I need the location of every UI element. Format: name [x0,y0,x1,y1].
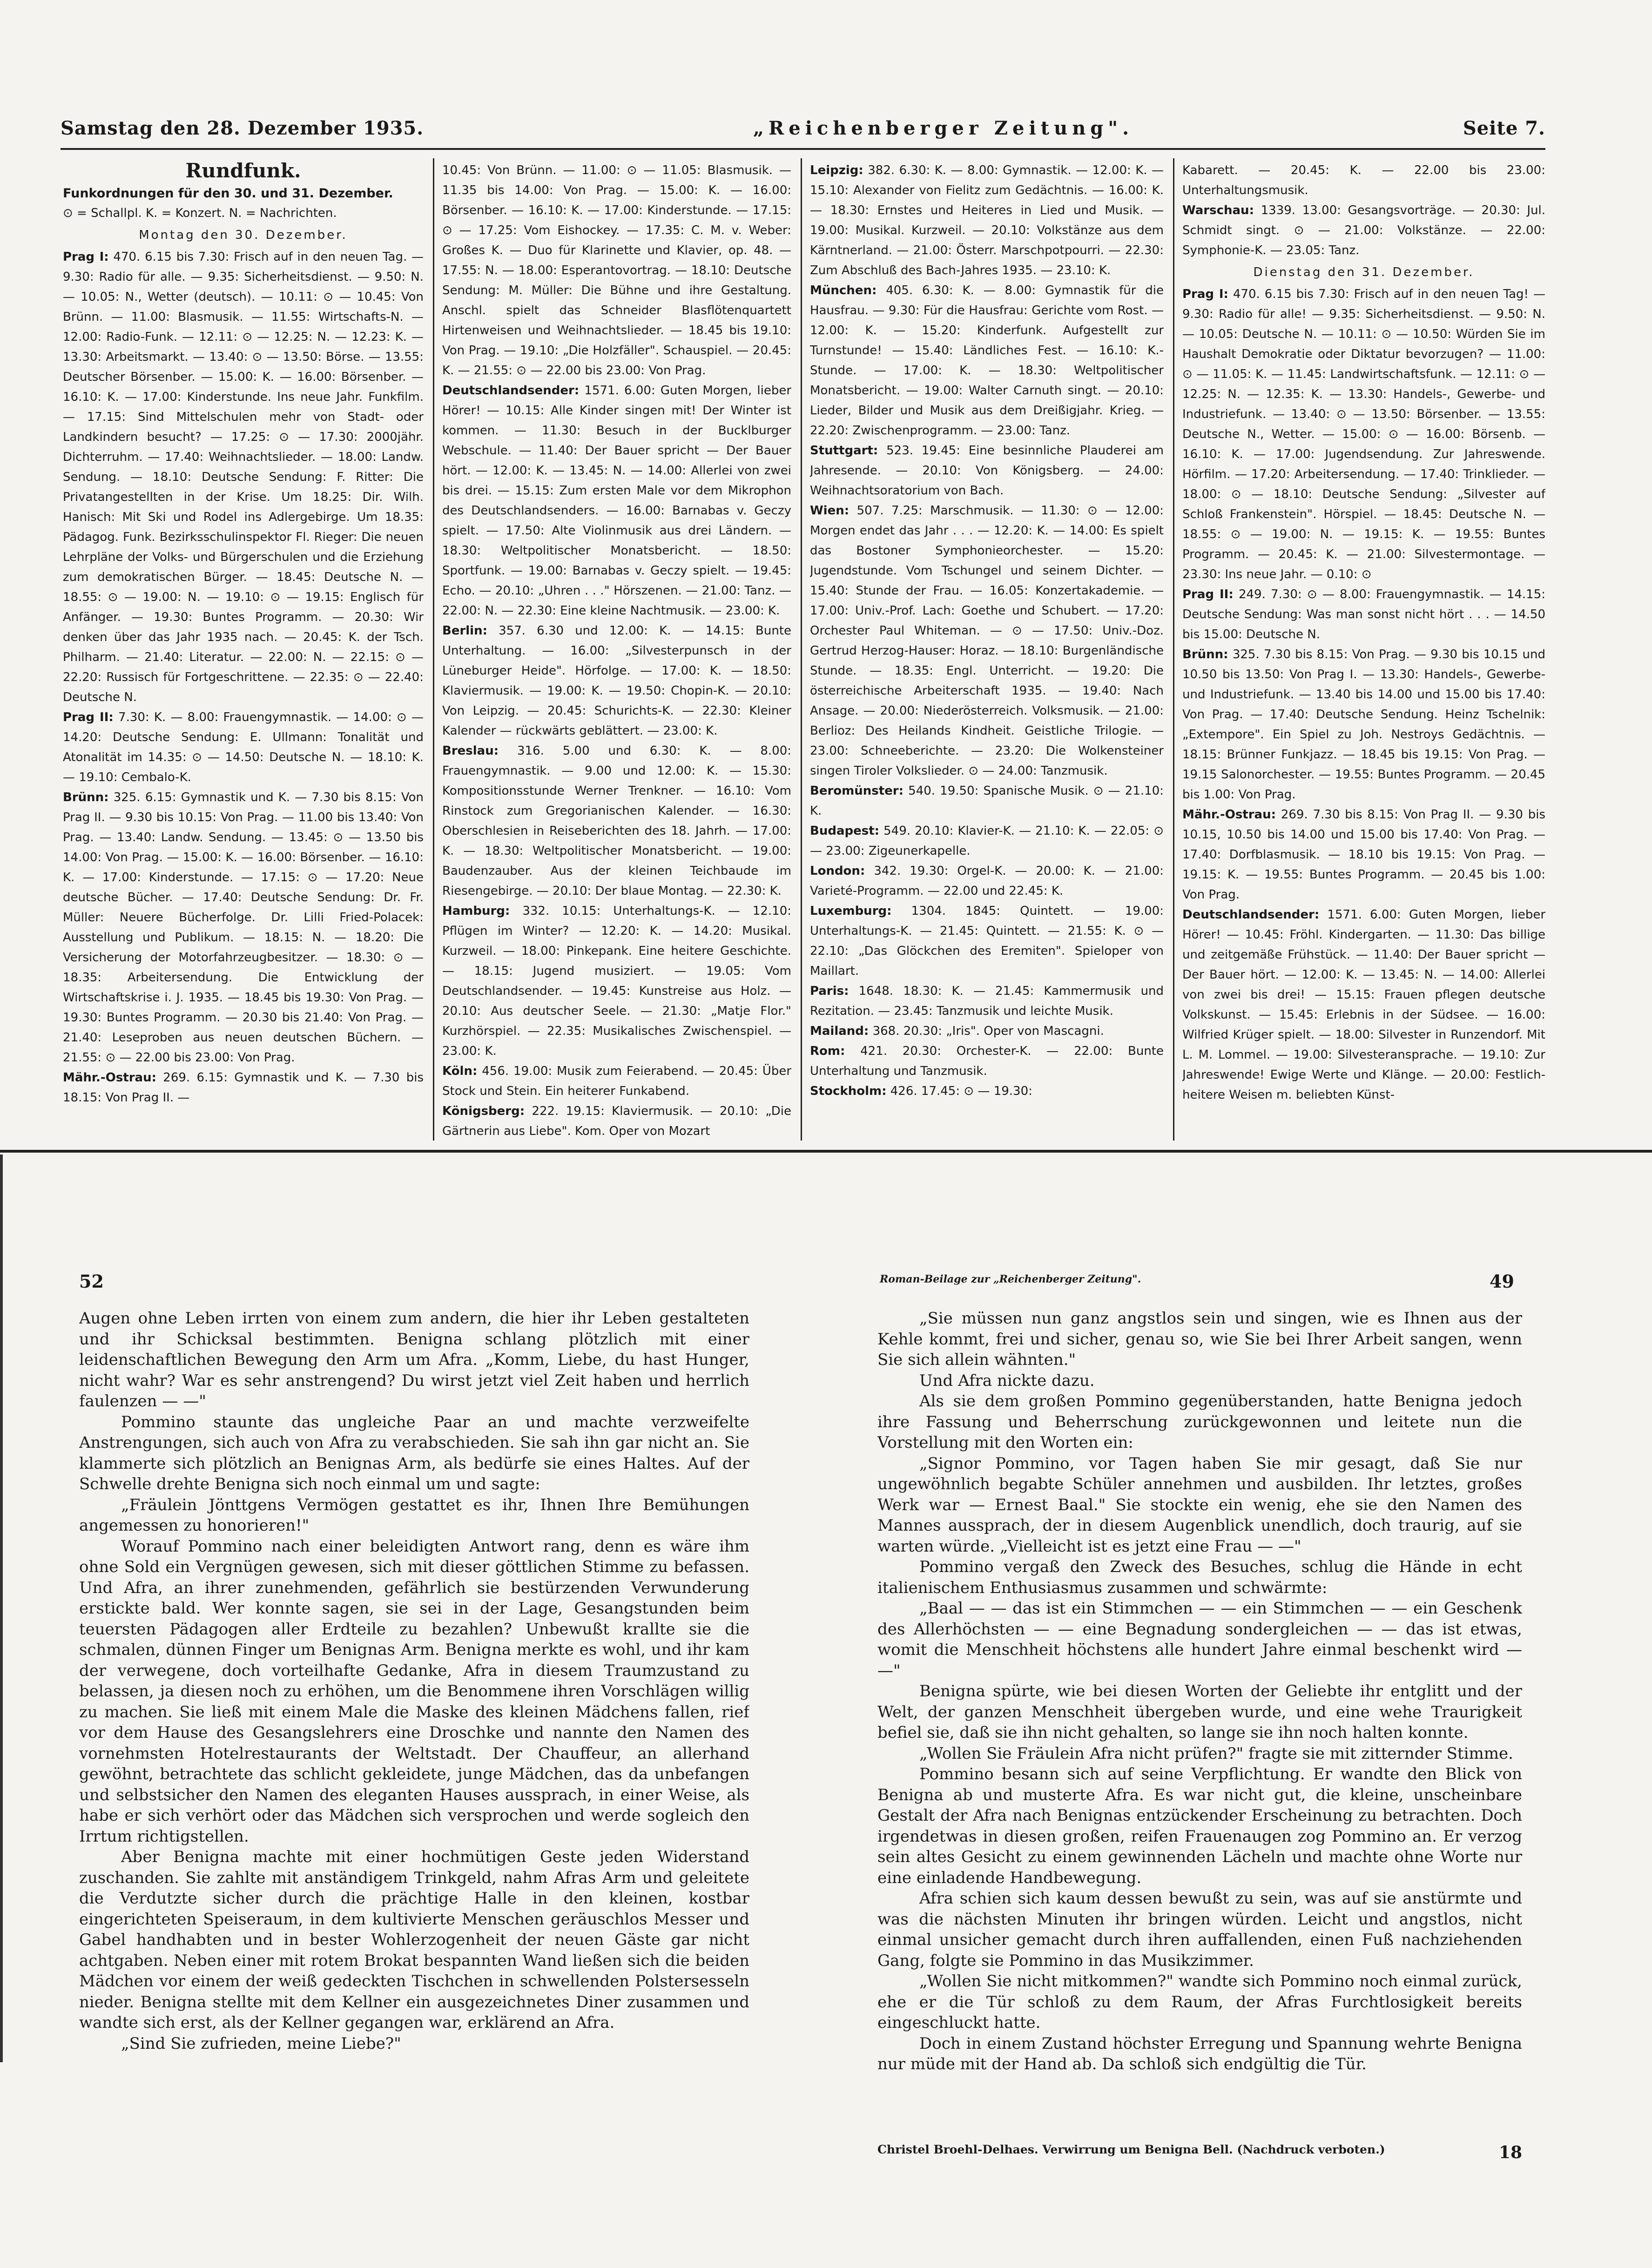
program-text: 325. 6.15: Gymnastik und K. — 7.30 bis 8.15: Von Prag II. — 9.30 bis 10.15: Von Prag. — 11.00 bis 13.40: Von Prag. — 13.40: Landw. Sendung. — 13.45: ⊙ — 13.50 bis 14.00: Von Prag. — 15.00: K. — 16.00: Börsenber. — 16.10: K. — 17.00: Kinderstunde. — 17.15: ⊙ — 17.20: Neue deutsche Bücher. — 17.40: Deutsche Sendung: Dr. Fr. Müller: Neuere Bücherfolge. Dr. Lilli Fried-Polacek: Ausstellung und Publikum. — 18.15: N. — 18.20: Die Versicherung der Motorfahrzeugbesitzer. — 18.30: ⊙ — 18.35: Arbeitersendung. Die Entwicklung der Wirtschaftskrise i. J. 1935. — 18.45 bis 19.30: Von Prag. — 19.30: Buntes Programm. — 20.30 bis 21.40: Von Prag. — 21.40: Leseproben aus neuen deutschen Büchern. — 21.55: ⊙ — 22.00 bis 23.00: Von Prag. [63,790,424,1065]
story-paragraph: Pommino staunte das ungleiche Paar an und machte verzweifelte Anstrengungen, sich auch von Afra zu verabschieden. Sie sah ihn gar nicht an. Sie klammerte sich plötzlich an Benignas Arm, als bedürfe sie eines Haltes. Auf der Schwelle drehte Benigna sich noch einmal um und sagte: [79,1412,749,1493]
header-rule [61,148,1545,150]
program-entry [810,1041,1164,1081]
section-divider [0,1150,1652,1153]
story-paragraph: „Baal — — das ist ein Stimmchen — — ein Stimmchen — — ein Geschenk des Allerhöchsten — — eine Begnadung sondergleichen — — das ist etwas, womit die Menschheit höchstens alle hundert Jahre einmal beschenkt wird — —" [877,1599,1522,1680]
program-entry [63,247,424,708]
program-text: 10.45: Von Brünn. — 11.00: ⊙ — 11.05: Blasmusik. — 11.35 bis 14.00: Von Prag. — 15.00: K. — 16.00: Börsenber. — 16.10: K. — 17.00: Kinderstunde. — 17.15: ⊙ — 17.25: Vom Eishockey. — 17.35: C. M. v. Weber: Großes K. — Duo für Klarinette und Klavier, op. 48. — 17.55: N. — 18.00: Esperantovortrag. — 18.10: Deutsche Sendung: M. Müller: Die Bühne und ihre Gestaltung. Anschl. spielt das Schneider Blasflötenquartett Hirtenweisen und Weihnachtslieder. — 18.45 bis 19.10: Von Prag. — 19.10: „Die Holzfäller". Schauspiel. — 20.45: K. — 21.55: ⊙ — 22.00 bis 23.00: Von Prag. [442,163,791,378]
program-entry [1182,905,1545,1105]
col3-entries [810,161,1164,1101]
program-text: 357. 6.30 und 12.00: K. — 14.15: Bunte Unterhaltung. — 16.00: „Silvesterpunsch in der Lüneburger Heide". Hörfolge. — 17.00: K. — 18.50: Klaviermusik. — 19.00: K. — 19.50: Chopin-K. — 20.10: Von Leipzig. — 20.45: Schurichts-K. — 22.30: Kleiner Kalender — rückwärts geblättert. — 23.00: K. [442,624,791,738]
program-entry [810,1081,1164,1101]
program-entry [810,901,1164,981]
story-paragraph: „Fräulein Jönttgens Vermögen gestattet es ihr, Ihnen Ihre Bemühungen angemessen zu honorieren!" [79,1495,749,1535]
station-name: Köln: [442,1064,478,1078]
radio-legend: ⊙ = Schallpl. K. = Konzert. N. = Nachrichten. [63,206,337,220]
station-name: Luxemburg: [810,904,892,918]
program-entry [1182,201,1545,261]
station-name: Prag II: [1182,587,1234,601]
station-name: Prag II: [63,710,114,724]
story-paragraph: Augen ohne Leben irrten von einem zum andern, die hier ihr Leben gestalteten und ihr Schicksal bestimmten. Benigna schlang plötzlich mit einer leidenschaftlichen Bewegung den Arm um Afra. „Komm, Liebe, du hast Hunger, nicht wahr? War es sehr anstrengend? Du wirst jetzt viel Zeit haben und herrlich faulenzen — —" [79,1309,749,1411]
program-entry [63,708,424,788]
column-separator [801,158,802,1141]
station-name: Prag I: [63,250,109,264]
right-paragraphs [877,1308,1522,2075]
radio-column-4 [1182,161,1545,1138]
day-heading-monday: Montag den 30. Dezember. [139,228,348,242]
right-page-number: 49 [1490,1271,1514,1292]
program-entry [442,161,791,381]
station-name: Hamburg: [442,904,510,918]
col4-lead: Kabarett. — 20.45: K. — 22.00 bis 23.00: Unterhaltungsmusik. [1182,163,1545,197]
col4-entries-a [1182,201,1545,261]
story-paragraph: „Sind Sie zufrieden, meine Liebe?" [121,2034,401,2053]
day-heading-tuesday: Dienstag den 31. Dezember. [1253,265,1475,279]
header-page: Seite 7. [1463,117,1545,139]
program-text: 1571. 6.00: Guten Morgen, lieber Hörer! — 10.15: Alle Kinder singen mit! Der Winter ist kommen. — 11.30: Besuch in der Bucklburger Webschule. — 11.40: Der Bauer spricht — Der Bauer hört. — 12.00: K. — 13.45: N. — 14.00: Allerlei von zwei bis drei. — 15.15: Zum ersten Male vor dem Mikrophon des Deutschlandsenders. — 16.00: Barnabas v. Geczy spielt. — 17.50: Alte Violinmusik aus drei Ländern. — 18.30: Weltpolitischer Monatsbericht. — 18.50: Sportfunk. — 19.00: Barnabas v. Geczy spielt. — 19.45: Echo. — 20.10: „Uhren . . ." Hörszenen. — 21.00: Tanz. — 22.00: N. — 22.30: Eine kleine Nachtmusik. — 23.00: K. [442,384,791,618]
program-entry [810,161,1164,281]
program-entry [810,821,1164,861]
program-text: 325. 7.30 bis 8.15: Von Prag. — 9.30 bis 10.15 und 10.50 bis 13.50: Von Prag I. — 13.30: Handels-, Gewerbe- und Industriefunk. — 13.40 bis 14.00 und 15.00 bis 17.40: Von Prag. — 17.40: Deutsche Sendung. Heinz Tschelnik: „Extempore". Ein Spiel zu Joh. Nestroys Gedächtnis. — 18.15: Brünner Funkjazz. — 18.45 bis 19.15: Von Prag. — 19.15 Salonorchester. — 19.55: Buntes Programm. — 20.45 bis 1.00: Von Prag. [1182,648,1545,802]
station-name: London: [810,864,865,878]
program-text: 405. 6.30: K. — 8.00: Gymnastik für die Hausfrau. — 9.30: Für die Hausfrau: Gerichte vom Rost. — 12.00: K. — 15.20: Kinderfunk. Aufgestellt zur Turnstunde! — 15.40: Ländliches Fest. — 16.10: K.-Stunde. — 17.00: K. — 18.30: Weltpolitischer Monatsbericht. — 19.00: Walter Carnuth singt. — 20.10: Lieder, Bilder und Musik aus dem Dreißigjahr. Krieg. — 22.20: Zwischenprogramm. — 23.00: Tanz. [810,284,1164,438]
newspaper-header [61,114,1545,142]
program-text: 368. 20.30: „Iris". Oper von Mascagni. [872,1024,1104,1038]
col1-entries [63,247,424,1108]
program-text: 470. 6.15 bis 7.30: Frisch auf in den neuen Tag. — 9.30: Radio für alle. — 9.35: Sicherheitsdienst. — 9.50: N. — 10.05: N., Wetter (deutsch). — 10.11: ⊙ — 10.45: Von Brünn. — 11.00: Blasmusik. — 11.55: Wirtschafts-N. — 12.00: Radio-Funk. — 12.11: ⊙ — 12.25: N. — 12.23: K. — 13.30: Arbeitsmarkt. — 13.40: ⊙ — 13.50: Börse. — 13.55: Deutscher Börsenber. — 15.00: K. — 16.00: Börsenber. — 16.10: K. — 17.00: Kinderstunde. Ins neue Jahr. Funkfilm. — 17.15: Sind Mittelschulen mehr von Stadt- oder Landkindern besucht? — 17.25: ⊙ — 17.30: 2000jähr. Dichterruhm. — 17.40: Weihnachtslieder. — 18.00: Landw. Sendung. — 18.10: Deutsche Sendung: F. Ritter: Die Privatangestellten in der Krise. Um 18.25: Dir. Wilh. Hanisch: Mit Ski und Rodel ins Adlergebirge. Um 18.35: Pädagog. Funk. Bezirksschulinspektor Fl. Rieger: Die neuen Lehrpläne der Volks- und Bürgerschulen und die Erziehung zum demokratischen Bürger. — 18.45: Deutsche N. — 18.55: ⊙ — 19.00: N. — 19.10: ⊙ — 19.15: Englisch für Anfänger. — 19.30: Buntes Programm. — 20.30: Wir denken über das Jahr 1935 nach. — 20.45: K. der Tsch. Philharm. — 21.40: Literatur. — 22.00: N. — 22.15: ⊙ — 22.20: Russisch für Fortgeschrittene. — 22.35: ⊙ — 22.40: Deutsche N. [63,250,424,704]
program-entry [810,861,1164,901]
station-name: Warschau: [1182,203,1254,217]
footer-number: 18 [1498,2143,1522,2162]
program-entry [442,381,791,621]
program-text: 426. 17.45: ⊙ — 19.30: [890,1084,1032,1098]
station-name: Leipzig: [810,163,863,177]
station-name: Wien: [810,504,850,518]
program-text: 342. 19.30: Orgel-K. — 20.00: K. — 21.00: Varieté-Programm. — 22.00 und 22.45: K. [810,864,1164,898]
program-entry [1182,585,1545,645]
story-paragraph: „Sie müssen nun ganz angstlos sein und singen, wie es Ihnen aus der Kehle kommt, frei und sicher, genau so, wie Sie bei Ihrer Arbeit sangen, wenn Sie sich allein wähnten." [877,1309,1522,1369]
station-name: Mailand: [810,1024,869,1038]
program-text: 222. 19.15: Klaviermusik. — 20.10: „Die Gärtnerin aus Liebe". Kom. Oper von Mozart [442,1104,791,1138]
program-entry [1182,805,1545,905]
program-entry [810,281,1164,441]
station-name: Stuttgart: [810,444,878,458]
station-name: Rom: [810,1044,845,1058]
station-name: München: [810,284,877,297]
program-entry [810,1021,1164,1041]
radio-column-3 [810,161,1164,1138]
story-paragraph: Worauf Pommino nach einer beleidigten Antwort rang, denn es wäre ihm ohne Sold ein Vergnügen gewesen, sich mit dieser göttlichen Stimme zu befassen. Und Afra, an ihrer zunehmenden, gefährlich sie bestürzenden Verwunderung erstickte bald. Wer konnte sagen, sie sei in der Lage, Gesangstunden beim teuersten Pädagogen aller Erdteile zu bezahlen? Unbewußt krallte sie die schmalen, dünnen Finger um Benignas Arm. Benigna merkte es wohl, und ihr kam der verwegene, doch vorteilhafte Gedanke, Afra in diesem Traumzustand zu belassen, ja diesen noch zu erhöhen, um die Benommene ihren Vorschlägen willig zu machen. Sie ließ mit einem Male die Maske des kleinen Mädchens fallen, rief vor dem Hause des Gesangslehrers eine Droschke und nannte den Namen des vornehmsten Hotelrestaurants der Weltstadt. Der Chauffeur, an allerhand gewöhnt, betrachtete das schlicht gekleidete, junge Mädchen, das da unbefangen und selbstsicher den Namen des eleganten Hauses aussprach, in einer Weise, als habe er sich verhört oder das Mädchen sich versprochen und werde sogleich den Irrtum richtigstellen. [79,1537,749,1846]
novel-footer [877,2143,1522,2162]
story-paragraph: Afra schien sich kaum dessen bewußt zu sein, was auf sie anstürmte und was die nächsten Minuten ihr bringen würden. Leicht und angstlos, nicht einmal unsicher gemacht durch ihren auffallenden, einen Fuß nachziehenden Gang, folgte sie Pommino in das Musikzimmer. [877,1889,1522,1970]
radio-subtitle: Funkordnungen für den 30. und 31. Dezember. [63,186,393,201]
program-text: 269. 6.15: Gymnastik und K. — 7.30 bis 18.15: Von Prag II. — [63,1071,424,1105]
station-name: Beromünster: [810,784,904,798]
program-text: 523. 19.45: Eine besinnliche Plauderei am Jahresende. — 20.10: Von Königsberg. — 24.00: Weihnachtsoratorium von Bach. [810,444,1164,498]
station-name: Deutschlandsender: [442,384,580,398]
station-name: Prag I: [1182,287,1228,301]
header-title: „Reichenberger Zeitung". [753,117,1134,139]
station-name: Paris: [810,984,849,998]
novel-left-column [79,1308,749,2160]
program-entry [63,1068,424,1108]
story-paragraph: Pommino besann sich auf seine Verpflichtung. Er wandte den Blick von Benigna ab und musterte Afra. Es war nicht gut, die kleine, unscheinbare Gestalt der Afra nach Benignas entzückender Erscheinung zu betrachten. Doch irgendetwas in diesen großen, reifen Frauenaugen zog Pommino an. Er verzog sein altes Gesicht zu einem gewinnenden Lächeln und machte ohne Worte nur eine einladende Handbewegung. [877,1765,1522,1887]
program-text: 507. 7.25: Marschmusik. — 11.30: ⊙ — 12.00: Morgen endet das Jahr . . . — 12.20: K. — 14.00: Es spielt das Bostoner Symphonieorchester. — 15.20: Jugendstunde. Vom Tschungel und seinem Dichter. — 15.40: Stunde der Frau. — 16.05: Konzertakademie. — 17.00: Univ.-Prof. Lach: Goethe und Schubert. — 17.20: Orchester Paul Whiteman. — ⊙ — 17.50: Univ.-Doz. Gertrud Herzog-Hauser: Horaz. — 18.10: Burgenländische Stunde. — 18.35: Engl. Unterricht. — 19.20: Die österreichische Arbeiterschaft 1935. — 19.40: Nach Ansage. — 20.00: Niederösterreich. Volksmusik. — 21.00: Berlioz: Des Heilands Kindheit. Geistliche Trilogie. — 23.00: Schneeberichte. — 23.20: Die Wolkensteiner singen Tiroler Volkslieder. ⊙ — 24.00: Tanzmusik. [810,504,1164,778]
column-separator [1173,158,1174,1141]
program-text: 1648. 18.30: K. — 21.45: Kammermusik und Rezitation. — 23.45: Tanzmusik und leichte Musik. [810,984,1164,1018]
program-entry [810,441,1164,501]
left-edge-mark [0,1154,3,2062]
program-entry [810,781,1164,821]
radio-column-1 [63,161,424,1138]
novel-banner: Roman-Beilage zur „Reichenberger Zeitung". [880,1273,1141,1285]
station-name: Königsberg: [442,1104,525,1118]
left-paragraphs [79,1308,749,2054]
program-entry [810,501,1164,781]
program-entry [442,1101,791,1138]
program-text: 470. 6.15 bis 7.30: Frisch auf in den neuen Tag! — 9.30: Radio für alle! — 9.35: Sicherheitsdienst. — 9.50: N. — 10.05: Deutsche N. — 10.11: ⊙ — 10.50: Würden Sie im Haushalt Demokratie oder Diktatur bevorzugen? — 11.00: ⊙ — 11.05: K. — 11.45: Landwirtschaftsfunk. — 12.11: ⊙ — 12.25: N. — 12.35: K. — 13.30: Handels-, Gewerbe- und Industriefunk. — 13.40: ⊙ — 13.50: Börsenber. — 13.55: Deutsche N., Wetter. — 15.00: ⊙ — 16.00: Börsenb. — 16.10: K. — 17.00: Jugendsendung. Zur Jahreswende. Hörfilm. — 17.20: Arbeitersendung. — 17.40: Trinklieder. — 18.00: ⊙ — 18.10: Deutsche Sendung: „Silvester auf Schloß Frankenstein". Hörspiel. — 18.45: Deutsche N. — 18.55: ⊙ — 19.00: N. — 19.15: K. — 19.55: Buntes Programm. — 20.45: K. — 21.00: Silvestermontage. — 23.30: Ins neue Jahr. — 0.10: ⊙ [1182,287,1545,581]
station-name: Berlin: [442,624,488,638]
program-entry [810,981,1164,1021]
left-page-number: 52 [79,1271,104,1292]
story-paragraph: Benigna spürte, wie bei diesen Worten der Geliebte ihr entglitt und der Welt, der ganzen Menschheit übergeben wurde, und eine wehe Traurigkeit befiel sie, daß sie ihn nicht gehalten, so lange sie ihn noch halten konnte. [877,1682,1522,1742]
story-paragraph: Pommino vergaß den Zweck des Besuches, schlug die Hände in echt italienischem Enthusiasmus zusammen und schwärmte: [877,1558,1522,1597]
station-name: Brünn: [1182,648,1228,662]
program-text: 1339. 13.00: Gesangsvorträge. — 20.30: Jul. Schmidt singt. ⊙ — 21.00: Volkstänze. — 22.00: Symphonie-K. — 23.05: Tanz. [1182,203,1545,257]
program-text: 316. 5.00 und 6.30: K. — 8.00: Frauengymnastik. — 9.00 und 12.00: K. — 15.30: Kompositionsstunde Werner Trenkner. — 16.10: Vom Rinstock zum Gregorianischen Kalender. — 16.30: Oberschlesien in Reiseberichten des 18. Jahrh. — 17.00: K. — 18.30: Weltpolitischer Monatsbericht. — 19.00: Baudenzauber. Aus der kleinen Teichbaude im Riesengebirge. — 20.10: Der blaue Montag. — 22.30: K. [442,744,791,898]
station-name: Deutschlandsender: [1182,908,1320,922]
story-paragraph: „Wollen Sie nicht mitkommen?" wandte sich Pommino noch einmal zurück, ehe er die Tür schloß zu dem Raum, der Afras Furchtlosigkeit bereits eingeschluckt hatte. [877,1972,1522,2032]
station-name: Brünn: [63,790,109,804]
program-entry [1182,645,1545,805]
program-text: 549. 20.10: Klavier-K. — 21.10: K. — 22.05: ⊙ — 23.00: Zigeunerkapelle. [810,824,1164,858]
program-text: 540. 19.50: Spanische Musik. ⊙ — 21.10: K. [810,784,1164,818]
footer-credit: Christel Broehl-Delhaes. Verwirrung um Benigna Bell. (Nachdruck verboten.) [877,2143,1385,2156]
program-text: 1571. 6.00: Guten Morgen, lieber Hörer! — 10.45: Fröhl. Kindergarten. — 11.30: Das billige und zeitgemäße Frühstück. — 11.40: Der Bauer spricht — Der Bauer hört. — 12.00: K. — 13.45: N. — 14.00: Allerlei von zwei bis drei! — 15.15: Frauen pflegen deutsche Volkskunst. — 15.45: Erlebnis in der Südsee. — 16.00: Wilfried Krüger spielt. — 18.00: Silvester in Runzendorf. Mit L. M. Lommel. — 19.00: Silvesteransprache. — 19.10: Zur Jahreswende! Ewige Werte und Klänge. — 20.00: Festlich-heitere Weisen m. beliebten Künst- [1182,908,1545,1102]
program-text: 332. 10.15: Unterhaltungs-K. — 12.10: Pflügen im Winter? — 12.20: K. — 14.20: Musikal. Kurzweil. — 18.00: Pinkepank. Eine heitere Geschichte. — 18.15: Jugend musiziert. — 19.05: Vom Deutschlandsender. — 19.45: Kunstreise aus Holz. — 20.10: Aus deutscher Seele. — 21.30: „Matje Flor." Kurzhörspiel. — 22.35: Musikalisches Zwischenspiel. — 23.00: K. [442,904,791,1058]
radio-title: Rundfunk. [185,161,301,182]
story-paragraph: Aber Benigna machte mit einer hochmütigen Geste jeden Widerstand zuschanden. Sie zahlte mit anständigem Trinkgeld, nahm Afras Arm und geleitete die Verdutzte sicher durch die prächtige Halle in den kleinen, kostbar eingerichteten Speiseraum, in dem kultivierte Menschen geräuschlos Messer und Gabel handhabten und in bester Wohlerzogenheit der neuen Gäste gar nicht achtgaben. Neben einer mit rotem Brokat bespannten Wand ließen sich die beiden Mädchen vor einem der weiß gedeckten Tischchen in schwellenden Polstersesseln nieder. Benigna stellte mit dem Kellner ein ausgezeichnetes Diner zusammen und wandte sich erst, als der Kellner gegangen war, erklärend an Afra. [79,1848,749,2032]
program-entry [442,741,791,901]
story-paragraph: Als sie dem großen Pommino gegenüberstanden, hatte Benigna jedoch ihre Fassung und Beherrschung zurückgewonnen und leitete nun die Vorstellung mit den Worten ein: [877,1392,1522,1452]
program-text: 421. 20.30: Orchester-K. — 22.00: Bunte Unterhaltung und Tanzmusik. [810,1044,1164,1078]
station-name: Breslau: [442,744,499,758]
novel-right-column [877,1308,1522,2141]
station-name: Mähr.-Ostrau: [1182,808,1276,822]
program-entry [442,901,791,1061]
program-entry [63,788,424,1068]
col2-entries [442,161,791,1138]
story-paragraph: Und Afra nickte dazu. [919,1371,1095,1390]
program-text: 269. 7.30 bis 8.15: Von Prag II. — 9.30 bis 10.15, 10.50 bis 14.00 und 15.00 bis 17.40: Von Prag. — 17.40: Dorfblasmusik. — 18.10 bis 19.15: Von Prag. — 19.15: K. — 19.55: Buntes Programm. — 20.45 bis 1.00: Von Prag. [1182,808,1545,902]
program-text: 382. 6.30: K. — 8.00: Gymnastik. — 12.00: K. — 15.10: Alexander von Fielitz zum Gedächtnis. — 16.00: K. — 18.30: Ernstes und Heiteres in Lied und Musik. — 19.00: Musikal. Kurzweil. — 20.10: Volkstänze aus dem Kärntnerland. — 21.00: Österr. Marschpotpourri. — 22.30: Zum Abschluß des Bach-Jahres 1935. — 23.10: K. [810,163,1164,277]
program-text: 456. 19.00: Musik zum Feierabend. — 20.45: Über Stock und Stein. Ein heiterer Funkabend. [442,1064,791,1098]
header-date: Samstag den 28. Dezember 1935. [61,117,424,139]
story-paragraph: „Wollen Sie Fräulein Afra nicht prüfen?" fragte sie mit zitternder Stimme. [919,1744,1513,1763]
program-text: 7.30: K. — 8.00: Frauengymnastik. — 14.00: ⊙ — 14.20: Deutsche Sendung: E. Ullmann: Tonalität und Atonalität im 14.35: ⊙ — 14.50: Deutsche N. — 18.10: K. — 19.10: Cembalo-K. [63,710,424,784]
program-text: 249. 7.30: ⊙ — 8.00: Frauengymnastik. — 14.15: Deutsche Sendung: Was man sonst nicht hört . . . — 14.50 bis 15.00: Deutsche N. [1182,587,1545,641]
story-paragraph: Doch in einem Zustand höchster Erregung und Spannung wehrte Benigna nur müde mit der Hand ab. Da schloß sich endgültig die Tür. [877,2034,1522,2073]
col4-entries-b [1182,284,1545,1105]
station-name: Stockholm: [810,1084,887,1098]
program-text: 1304. 1845: Quintett. — 19.00: Unterhaltungs-K. — 21.45: Quintett. — 21.55: K. ⊙ — 22.10: „Das Glöckchen des Eremiten". Spieloper von Maillart. [810,904,1164,978]
radio-column-2 [442,161,791,1138]
program-entry [442,1061,791,1101]
program-entry [1182,284,1545,585]
station-name: Mähr.-Ostrau: [63,1071,156,1085]
story-paragraph: „Signor Pommino, vor Tagen haben Sie mir gesagt, daß Sie nur ungewöhnlich begabte Schüler annehmen und ausbilden. Ihr letztes, großes Werk war — Ernest Baal." Sie stockte ein wenig, ehe sie den Namen des Mannes aussprach, der in diesem Augenblick unendlich, doch traurig, auf sie warten würde. „Vielleicht ist es jetzt eine Frau — —" [877,1454,1522,1556]
column-separator [433,158,434,1141]
station-name: Budapest: [810,824,880,838]
program-entry [442,621,791,741]
